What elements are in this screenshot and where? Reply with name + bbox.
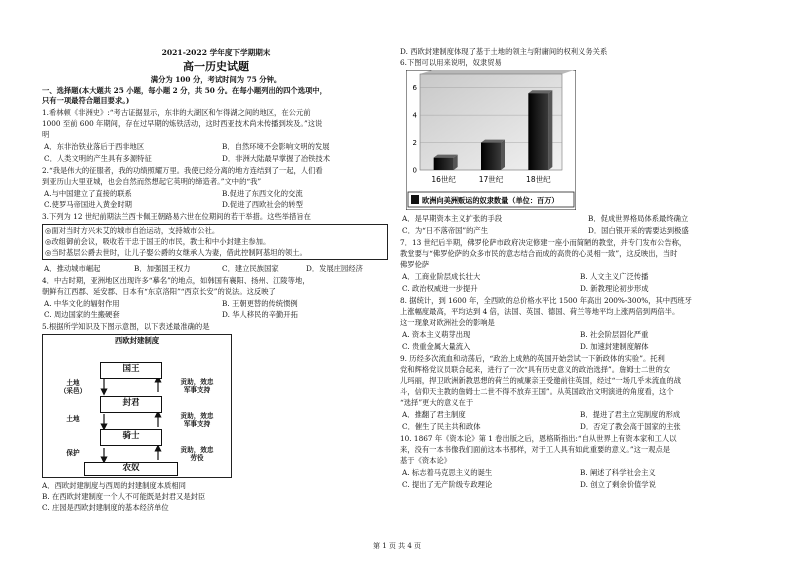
chart-legend-label: 欧洲向美洲贩运的奴隶数量（单位：百万） [422,196,559,205]
q9-stem-3: 儿玛丽，捍卫欧洲新教思想的荷兰的威廉亲王受邀前往英国，经过“一场几乎未流血的战 [400,376,682,385]
q2-option-b[interactable]: B.促进了东西文化的交流 [222,189,303,198]
q10-option-c[interactable]: C. 提出了无产阶级专政理论 [402,480,493,489]
q4-option-d[interactable]: D. 华人移民的辛勤开拓 [222,310,298,319]
q8-option-c[interactable]: C. 贵重金属大量流入 [402,342,471,351]
q2-stem: 2.“我是伟大的征服者，我的功绩照耀万里。我使已经分离的地方连结到了一起，人们看 [42,166,323,175]
q1-option-b[interactable]: B．自然环境不会影响文明的发展 [222,142,330,151]
q2-option-c[interactable]: C.使罗马帝国进入黄金时期 [44,200,132,209]
q5-option-a[interactable]: A．西欧封建制度与西周的封建制度本质相同 [42,481,186,490]
chart-bar-top [481,140,505,143]
section-instruction: 一、选择题(本大题共 25 小题，每小题 2 分，共 50 分。在每小题列出的四个选项中， [42,86,327,95]
chart-bar-top [528,90,552,93]
q5-option-b[interactable]: B. 在西欧封建制度一个人不可能既是封君又是封臣 [42,492,206,501]
right-column [400,0,762,561]
page-footer: 第 1 页 共 4 页 [372,542,422,550]
q3-material-3: ◎当时基层公爵去世时，让儿子娶公爵的女继承人为妻，借此控制阿基坦的领土。 [45,248,307,257]
q9-option-c[interactable]: C．催生了民主共和政体 [402,422,481,431]
q3-option-a[interactable]: A．推动城市崛起 [44,264,101,273]
q3-option-c[interactable]: C．建立民族国家 [222,264,279,273]
q4-stem-2: 朝鲜有江西郡、延安郡、日本有“东京洛阳”“西京长安”的说法。这反映了 [42,287,276,296]
year-line: 2021-2022 学年度下学期期末 [161,48,271,57]
q2-stem-2: 到亚历山大里亚城，也会自然而然想起它英明的缔造者。”文中的“我” [42,177,262,186]
page-title: 高一历史试题 [183,60,249,73]
q9-stem: 9. 历经多次流血和动荡后，“政治上成熟的英国开始尝试一下新政体的实验”。托利 [400,354,665,363]
chart-bar-side [501,140,505,170]
q1-stem-2: 1000 至前 600 年期间，存在过早期的炼铁活动，这时西亚技术尚未传播到埃及。”这说 [42,119,323,128]
q6-option-b[interactable]: B．促成世界格局体系最终确立 [588,214,689,223]
q4-option-a[interactable]: A. 中华文化的辐射作用 [44,299,120,308]
q7-stem-2: 教堂要与“佛罗伦萨的众多市民的意志结合而成的高贵的心灵相一致”，这反映出，当时 [400,249,678,258]
section-instruction-2: 只有一项最符合题目要求。) [42,96,130,105]
left-column [42,0,390,561]
q8-stem-2: 上涨幅度最高，平均达到 4 倍，法国、英国、德国、荷兰等地平均上涨两倍到两倍半。 [400,307,680,316]
label-tribute-1: 贡助，效忠 军事支持 [180,378,214,394]
q3-option-b[interactable]: B．加强国王权力 [134,264,191,273]
q9-stem-4: 斗，信仰天主教的詹姆士二世不得不放弃王国”。从英国政治文明演进的角度看，这个 [400,387,674,396]
q1-stem-3: 明 [42,130,50,139]
chart-bar [434,158,454,170]
node-king: 国王 [100,362,162,379]
q8-option-a[interactable]: A. 资本主义萌芽出现 [402,330,471,339]
q10-option-d[interactable]: D. 创立了剩余价值学说 [580,480,656,489]
score-line: 满分为 100 分，考试时间为 75 分钟。 [150,75,282,84]
label-land: 土地 [66,415,80,423]
q7-option-b[interactable]: B. 人文主义广泛传播 [580,272,649,281]
q5-stem: 5.根据所学知识及下图示意图，以下表述最准确的是 [42,322,210,331]
node-knight: 骑士 [100,429,162,446]
q1-option-a[interactable]: A．东非治铁业落后于西非地区 [44,142,145,151]
q9-option-a[interactable]: A．推翻了君主制度 [402,410,466,419]
q10-option-b[interactable]: B. 阐述了科学社会主义 [580,468,656,477]
q4-option-b[interactable]: B. 王朝更替的传统惯例 [222,299,298,308]
q4-stem: 4．中古时期，亚洲地区出现许多“摹名”的地点，如韩国有襄阳、扬州、江陵等地， [42,276,310,285]
q8-option-d[interactable]: D. 加速封建制度解体 [580,342,649,351]
chart-y-tick-label: 2 [412,139,417,148]
q5-option-c[interactable]: C. 庄园是西欧封建制度的基本经济单位 [42,503,169,512]
q1-option-c[interactable]: C．人类文明的产生具有多源特征 [44,154,152,163]
label-land-fief: 土地 （采邑） [59,379,87,395]
q8-stem: 8. 据统计，到 1600 年，全西欧的总价格水平比 1500 年高出 200%-300%，其中西班牙 [400,296,692,305]
q6-stem: 6.下图可以用来说明，奴隶贸易 [400,58,502,67]
chart-y-tick-label: 0 [412,166,417,175]
slave-trade-chart [406,70,576,210]
q10-stem-3: 基于《资本论》 [400,456,452,465]
q10-stem: 10. 1867 年《资本论》第 1 卷出版之后，恩格斯指出:“自从世界上有资本家和工人以 [400,434,677,443]
chart-bar-side [548,90,552,170]
chart-legend-swatch [411,195,419,204]
q3-material-2: ◎改组御前会议，吸收若干忠于国王的市民，教士和中小封建主参加。 [45,237,271,246]
q7-option-c[interactable]: C. 政治权威进一步提升 [402,284,478,293]
q3-material-1: ◎面对当时方兴未艾的城市自治运动，支持城市公社。 [45,226,220,235]
q9-option-d[interactable]: D．否定了教会高于国家的主张 [580,422,681,431]
q7-option-d[interactable]: D. 新教理论初步形成 [580,284,649,293]
q9-option-b[interactable]: B．提进了君主立宪制度的形成 [580,410,681,419]
chart-category-label: 18世纪 [526,175,551,184]
q8-stem-3: 这一现象对欧洲社会的影响是 [400,318,495,327]
q2-option-d[interactable]: D.促进了西欧社会的转型 [222,200,303,209]
q6-option-c[interactable]: C．为“日不落帝国”的产生 [402,226,489,235]
node-serf: 农奴 [84,462,178,476]
chart-y-tick-label: 6 [412,84,417,93]
diagram-title: 西欧封建制度 [114,336,160,345]
chart-bar [481,143,501,170]
q7-stem-3: 佛罗伦萨 [400,260,430,269]
q3-option-d[interactable]: D．发展庄园经济 [306,264,363,273]
chart-category-label: 17世纪 [478,175,504,184]
chart-y-tick-label: 4 [412,111,417,120]
q7-stem: 7．13 世纪后半期，佛罗伦萨市政府决定修建一座小而简陋的教堂，并专门发布公告称， [400,238,687,247]
q10-option-a[interactable]: A. 标志着马克思主义的诞生 [402,468,493,477]
chart-bar-top [434,155,458,158]
q4-option-c[interactable]: C. 周边国家的生搬硬套 [44,310,120,319]
chart-bar [528,93,548,170]
q1-stem: 1.希林顿《非洲史》:“考古证据显示，东非的大湖区和乍得湖之间的地区，在公元前 [42,108,311,117]
node-lord: 封君 [100,396,162,413]
q3-stem: 3.下列为 12 世纪前期法兰西卡佩王朝路易六世在位期间的若干举措。这些举措旨在 [42,212,311,221]
q1-option-d[interactable]: D．非洲大陆最早掌握了冶铁技术 [222,154,331,163]
q9-stem-2: 党和辉格党议员联合起来，进行了一次“具有历史意义的政治选择”。詹姆士二世的女 [400,365,671,374]
q2-option-a[interactable]: A.与中国建立了直接的联系 [44,189,132,198]
label-protect: 保护 [66,449,80,457]
label-tribute-3: 贡助，效忠 劳役 [180,446,214,462]
q10-stem-2: 来，没有一本书像我们面前这本书那样，对于工人具有如此重要的意义。”这一观点是 [400,445,671,454]
q7-option-a[interactable]: A．工商业阶层成长壮大 [402,272,481,281]
q5-option-d[interactable]: D. 西欧封建制度体现了基于土地的领主与附庸间的权利义务关系 [400,47,608,56]
q8-option-b[interactable]: B. 社会阶层固化严重 [580,330,649,339]
label-tribute-2: 贡助，效忠 军事支持 [180,412,214,428]
q6-option-d[interactable]: D．国白银开采的需要达到极盛 [588,226,689,235]
chart-category-label: 16世纪 [431,175,456,184]
q9-stem-5: “选择”更大的意义在于 [400,398,474,407]
q6-option-a[interactable]: A．是早期资本主义扩张的手段 [402,214,503,223]
